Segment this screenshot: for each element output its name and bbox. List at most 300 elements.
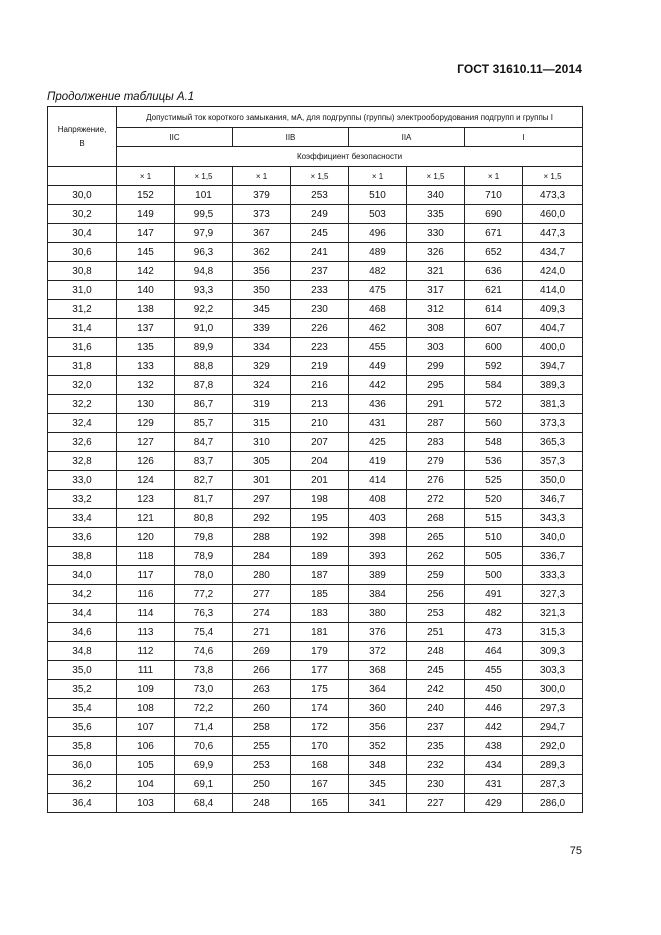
current-cell: 360 <box>349 699 407 718</box>
table-row <box>48 756 583 775</box>
current-cell: 73,0 <box>175 680 233 699</box>
current-cell: 327,3 <box>523 585 583 604</box>
current-cell: 607 <box>465 319 523 338</box>
current-cell: 450 <box>465 680 523 699</box>
current-cell: 237 <box>407 718 465 737</box>
current-cell: 614 <box>465 300 523 319</box>
current-cell: 288 <box>233 528 291 547</box>
current-cell: 345 <box>349 775 407 794</box>
factor-cell: × 1 <box>233 167 291 186</box>
factor-cell: × 1 <box>465 167 523 186</box>
current-cell: 74,6 <box>175 642 233 661</box>
current-cell: 500 <box>465 566 523 585</box>
current-cell: 135 <box>117 338 175 357</box>
current-cell: 468 <box>349 300 407 319</box>
current-cell: 434,7 <box>523 243 583 262</box>
current-cell: 482 <box>349 262 407 281</box>
page-number: 75 <box>569 845 582 857</box>
current-cell: 460,0 <box>523 205 583 224</box>
voltage-cell: 30,2 <box>48 205 117 224</box>
current-cell: 195 <box>291 509 349 528</box>
current-cell: 263 <box>233 680 291 699</box>
current-cell: 120 <box>117 528 175 547</box>
current-cell: 106 <box>117 737 175 756</box>
table-row <box>48 623 583 642</box>
table-row <box>48 509 583 528</box>
current-cell: 265 <box>407 528 465 547</box>
current-cell: 414,0 <box>523 281 583 300</box>
current-cell: 272 <box>407 490 465 509</box>
voltage-cell: 35,0 <box>48 661 117 680</box>
current-cell: 299 <box>407 357 465 376</box>
table-body <box>48 186 583 813</box>
current-cell: 424,0 <box>523 262 583 281</box>
current-cell: 249 <box>291 205 349 224</box>
current-cell: 343,3 <box>523 509 583 528</box>
current-cell: 384 <box>349 585 407 604</box>
current-cell: 446 <box>465 699 523 718</box>
current-cell: 75,4 <box>175 623 233 642</box>
voltage-cell: 33,2 <box>48 490 117 509</box>
current-cell: 321,3 <box>523 604 583 623</box>
voltage-cell: 34,8 <box>48 642 117 661</box>
current-cell: 339 <box>233 319 291 338</box>
current-cell: 340,0 <box>523 528 583 547</box>
current-cell: 356 <box>349 718 407 737</box>
voltage-cell: 36,0 <box>48 756 117 775</box>
table-row <box>48 718 583 737</box>
current-cell: 93,3 <box>175 281 233 300</box>
current-cell: 183 <box>291 604 349 623</box>
table-row <box>48 642 583 661</box>
current-cell: 286,0 <box>523 794 583 813</box>
current-cell: 137 <box>117 319 175 338</box>
current-cell: 482 <box>465 604 523 623</box>
current-cell: 317 <box>407 281 465 300</box>
voltage-cell: 38,8 <box>48 547 117 566</box>
current-cell: 303 <box>407 338 465 357</box>
table-row <box>48 205 583 224</box>
current-cell: 268 <box>407 509 465 528</box>
current-cell: 515 <box>465 509 523 528</box>
current-cell: 114 <box>117 604 175 623</box>
current-cell: 260 <box>233 699 291 718</box>
current-cell: 289,3 <box>523 756 583 775</box>
current-cell: 398 <box>349 528 407 547</box>
current-cell: 97,9 <box>175 224 233 243</box>
current-cell: 117 <box>117 566 175 585</box>
voltage-cell: 34,6 <box>48 623 117 642</box>
current-cell: 473,3 <box>523 186 583 205</box>
current-cell: 364 <box>349 680 407 699</box>
current-cell: 326 <box>407 243 465 262</box>
current-cell: 240 <box>407 699 465 718</box>
current-cell: 253 <box>407 604 465 623</box>
current-cell: 96,3 <box>175 243 233 262</box>
factor-cell: × 1 <box>349 167 407 186</box>
current-cell: 256 <box>407 585 465 604</box>
current-cell: 335 <box>407 205 465 224</box>
current-cell: 319 <box>233 395 291 414</box>
factor-cell: × 1,5 <box>175 167 233 186</box>
current-cell: 245 <box>291 224 349 243</box>
current-cell: 112 <box>117 642 175 661</box>
current-cell: 170 <box>291 737 349 756</box>
current-cell: 350,0 <box>523 471 583 490</box>
current-cell: 352 <box>349 737 407 756</box>
current-cell: 329 <box>233 357 291 376</box>
current-cell: 455 <box>465 661 523 680</box>
current-cell: 503 <box>349 205 407 224</box>
current-cell: 88,8 <box>175 357 233 376</box>
current-cell: 92,2 <box>175 300 233 319</box>
current-cell: 94,8 <box>175 262 233 281</box>
current-cell: 108 <box>117 699 175 718</box>
current-cell: 84,7 <box>175 433 233 452</box>
current-cell: 292,0 <box>523 737 583 756</box>
current-cell: 279 <box>407 452 465 471</box>
table-row <box>48 490 583 509</box>
current-cell: 103 <box>117 794 175 813</box>
current-cell: 78,0 <box>175 566 233 585</box>
current-cell: 473 <box>465 623 523 642</box>
current-cell: 442 <box>349 376 407 395</box>
current-cell: 147 <box>117 224 175 243</box>
current-cell: 294,7 <box>523 718 583 737</box>
current-cell: 455 <box>349 338 407 357</box>
current-cell: 475 <box>349 281 407 300</box>
current-cell: 520 <box>465 490 523 509</box>
current-cell: 350 <box>233 281 291 300</box>
current-cell: 241 <box>291 243 349 262</box>
voltage-cell: 32,6 <box>48 433 117 452</box>
current-cell: 600 <box>465 338 523 357</box>
current-cell: 179 <box>291 642 349 661</box>
table-row <box>48 395 583 414</box>
current-cell: 230 <box>407 775 465 794</box>
voltage-cell: 32,4 <box>48 414 117 433</box>
table-row <box>48 585 583 604</box>
voltage-cell: 36,4 <box>48 794 117 813</box>
current-cell: 447,3 <box>523 224 583 243</box>
current-cell: 152 <box>117 186 175 205</box>
current-cell: 168 <box>291 756 349 775</box>
current-cell: 283 <box>407 433 465 452</box>
current-cell: 584 <box>465 376 523 395</box>
current-cell: 123 <box>117 490 175 509</box>
current-cell: 69,9 <box>175 756 233 775</box>
current-cell: 572 <box>465 395 523 414</box>
current-cell: 431 <box>349 414 407 433</box>
current-cell: 81,7 <box>175 490 233 509</box>
current-cell: 127 <box>117 433 175 452</box>
current-cell: 301 <box>233 471 291 490</box>
voltage-cell: 32,2 <box>48 395 117 414</box>
current-cell: 269 <box>233 642 291 661</box>
current-cell: 248 <box>407 642 465 661</box>
current-cell: 295 <box>407 376 465 395</box>
current-cell: 230 <box>291 300 349 319</box>
current-cell: 237 <box>291 262 349 281</box>
table-row <box>48 452 583 471</box>
current-cell: 379 <box>233 186 291 205</box>
current-cell: 105 <box>117 756 175 775</box>
voltage-cell: 31,4 <box>48 319 117 338</box>
current-cell: 414 <box>349 471 407 490</box>
current-cell: 381,3 <box>523 395 583 414</box>
voltage-cell: 35,4 <box>48 699 117 718</box>
current-cell: 525 <box>465 471 523 490</box>
voltage-cell: 32,0 <box>48 376 117 395</box>
current-cell: 280 <box>233 566 291 585</box>
table-row <box>48 414 583 433</box>
current-cell: 297 <box>233 490 291 509</box>
current-cell: 287,3 <box>523 775 583 794</box>
group-iia-header: IIA <box>349 128 465 147</box>
current-cell: 330 <box>407 224 465 243</box>
current-cell: 690 <box>465 205 523 224</box>
current-cell: 336,7 <box>523 547 583 566</box>
current-cell: 185 <box>291 585 349 604</box>
voltage-cell: 35,8 <box>48 737 117 756</box>
current-cell: 129 <box>117 414 175 433</box>
current-cell: 560 <box>465 414 523 433</box>
current-cell: 133 <box>117 357 175 376</box>
current-cell: 76,3 <box>175 604 233 623</box>
current-cell: 340 <box>407 186 465 205</box>
voltage-cell: 35,2 <box>48 680 117 699</box>
current-cell: 372 <box>349 642 407 661</box>
factor-cell: × 1,5 <box>407 167 465 186</box>
current-table <box>47 106 583 813</box>
current-cell: 394,7 <box>523 357 583 376</box>
current-cell: 70,6 <box>175 737 233 756</box>
group-i-header: I <box>465 128 583 147</box>
table-row <box>48 262 583 281</box>
current-cell: 376 <box>349 623 407 642</box>
voltage-cell: 36,2 <box>48 775 117 794</box>
current-cell: 315,3 <box>523 623 583 642</box>
current-cell: 292 <box>233 509 291 528</box>
current-cell: 321 <box>407 262 465 281</box>
voltage-cell: 30,8 <box>48 262 117 281</box>
current-cell: 308 <box>407 319 465 338</box>
table-row <box>48 566 583 585</box>
factor-spacer <box>48 167 117 186</box>
current-cell: 111 <box>117 661 175 680</box>
current-cell: 109 <box>117 680 175 699</box>
safety-factor-header: Коэффициент безопасности <box>117 147 583 167</box>
current-cell: 233 <box>291 281 349 300</box>
factor-cell: × 1,5 <box>523 167 583 186</box>
current-cell: 175 <box>291 680 349 699</box>
voltage-cell: 32,8 <box>48 452 117 471</box>
current-cell: 348 <box>349 756 407 775</box>
current-cell: 536 <box>465 452 523 471</box>
current-cell: 300,0 <box>523 680 583 699</box>
table-row <box>48 300 583 319</box>
current-cell: 82,7 <box>175 471 233 490</box>
voltage-header-unit: В <box>79 138 85 148</box>
current-cell: 671 <box>465 224 523 243</box>
current-cell: 303,3 <box>523 661 583 680</box>
current-cell: 213 <box>291 395 349 414</box>
table-row <box>48 186 583 205</box>
current-cell: 262 <box>407 547 465 566</box>
current-cell: 250 <box>233 775 291 794</box>
current-cell: 192 <box>291 528 349 547</box>
current-cell: 356 <box>233 262 291 281</box>
current-cell: 210 <box>291 414 349 433</box>
voltage-cell: 30,6 <box>48 243 117 262</box>
current-cell: 274 <box>233 604 291 623</box>
current-cell: 116 <box>117 585 175 604</box>
table-row <box>48 528 583 547</box>
current-cell: 167 <box>291 775 349 794</box>
current-cell: 429 <box>465 794 523 813</box>
current-cell: 425 <box>349 433 407 452</box>
group-iib-header: IIB <box>233 128 349 147</box>
current-cell: 373,3 <box>523 414 583 433</box>
current-cell: 404,7 <box>523 319 583 338</box>
current-cell: 434 <box>465 756 523 775</box>
table-row <box>48 604 583 623</box>
table-caption: Продолжение таблицы А.1 <box>47 91 195 103</box>
table-row <box>48 680 583 699</box>
current-cell: 216 <box>291 376 349 395</box>
current-cell: 85,7 <box>175 414 233 433</box>
current-cell: 419 <box>349 452 407 471</box>
current-cell: 367 <box>233 224 291 243</box>
current-cell: 362 <box>233 243 291 262</box>
current-cell: 400,0 <box>523 338 583 357</box>
table-row <box>48 547 583 566</box>
current-cell: 305 <box>233 452 291 471</box>
current-cell: 107 <box>117 718 175 737</box>
current-cell: 259 <box>407 566 465 585</box>
table-row <box>48 775 583 794</box>
voltage-cell: 31,0 <box>48 281 117 300</box>
current-cell: 491 <box>465 585 523 604</box>
current-cell: 357,3 <box>523 452 583 471</box>
current-cell: 345 <box>233 300 291 319</box>
current-cell: 172 <box>291 718 349 737</box>
current-cell: 99,5 <box>175 205 233 224</box>
current-cell: 373 <box>233 205 291 224</box>
voltage-header <box>48 107 117 167</box>
voltage-cell: 34,0 <box>48 566 117 585</box>
current-cell: 510 <box>465 528 523 547</box>
current-cell: 710 <box>465 186 523 205</box>
current-cell: 315 <box>233 414 291 433</box>
current-cell: 505 <box>465 547 523 566</box>
voltage-cell: 31,6 <box>48 338 117 357</box>
current-cell: 113 <box>117 623 175 642</box>
current-cell: 312 <box>407 300 465 319</box>
table-row <box>48 224 583 243</box>
current-cell: 235 <box>407 737 465 756</box>
voltage-cell: 30,0 <box>48 186 117 205</box>
current-cell: 592 <box>465 357 523 376</box>
current-cell: 78,9 <box>175 547 233 566</box>
current-cell: 187 <box>291 566 349 585</box>
group-iic-header: IIC <box>117 128 233 147</box>
current-cell: 341 <box>349 794 407 813</box>
current-cell: 232 <box>407 756 465 775</box>
current-cell: 431 <box>465 775 523 794</box>
current-cell: 621 <box>465 281 523 300</box>
current-cell: 198 <box>291 490 349 509</box>
current-cell: 71,4 <box>175 718 233 737</box>
current-cell: 124 <box>117 471 175 490</box>
current-cell: 226 <box>291 319 349 338</box>
current-cell: 287 <box>407 414 465 433</box>
voltage-cell: 34,2 <box>48 585 117 604</box>
current-cell: 223 <box>291 338 349 357</box>
table-row <box>48 376 583 395</box>
current-cell: 165 <box>291 794 349 813</box>
current-cell: 251 <box>407 623 465 642</box>
group-header: Допустимый ток короткого замыкания, мА, для подгруппы (группы) электрооборудования подгрупп и группы I <box>117 107 583 128</box>
current-cell: 87,8 <box>175 376 233 395</box>
table-row <box>48 737 583 756</box>
current-cell: 253 <box>291 186 349 205</box>
current-cell: 334 <box>233 338 291 357</box>
current-cell: 253 <box>233 756 291 775</box>
current-cell: 149 <box>117 205 175 224</box>
current-cell: 255 <box>233 737 291 756</box>
current-cell: 132 <box>117 376 175 395</box>
current-cell: 365,3 <box>523 433 583 452</box>
current-cell: 91,0 <box>175 319 233 338</box>
current-cell: 73,8 <box>175 661 233 680</box>
current-cell: 408 <box>349 490 407 509</box>
table-row <box>48 794 583 813</box>
current-cell: 140 <box>117 281 175 300</box>
current-cell: 276 <box>407 471 465 490</box>
current-cell: 462 <box>349 319 407 338</box>
voltage-cell: 31,8 <box>48 357 117 376</box>
current-cell: 219 <box>291 357 349 376</box>
table-row <box>48 243 583 262</box>
table-row <box>48 471 583 490</box>
current-cell: 510 <box>349 186 407 205</box>
current-cell: 464 <box>465 642 523 661</box>
table-row <box>48 281 583 300</box>
current-cell: 449 <box>349 357 407 376</box>
current-cell: 138 <box>117 300 175 319</box>
current-cell: 297,3 <box>523 699 583 718</box>
current-cell: 174 <box>291 699 349 718</box>
current-cell: 389 <box>349 566 407 585</box>
current-cell: 181 <box>291 623 349 642</box>
current-cell: 380 <box>349 604 407 623</box>
current-cell: 130 <box>117 395 175 414</box>
voltage-cell: 33,6 <box>48 528 117 547</box>
current-cell: 333,3 <box>523 566 583 585</box>
current-cell: 291 <box>407 395 465 414</box>
current-cell: 652 <box>465 243 523 262</box>
current-cell: 496 <box>349 224 407 243</box>
current-cell: 248 <box>233 794 291 813</box>
current-cell: 142 <box>117 262 175 281</box>
voltage-cell: 35,6 <box>48 718 117 737</box>
current-cell: 271 <box>233 623 291 642</box>
current-cell: 86,7 <box>175 395 233 414</box>
voltage-cell: 33,4 <box>48 509 117 528</box>
current-cell: 89,9 <box>175 338 233 357</box>
current-cell: 636 <box>465 262 523 281</box>
